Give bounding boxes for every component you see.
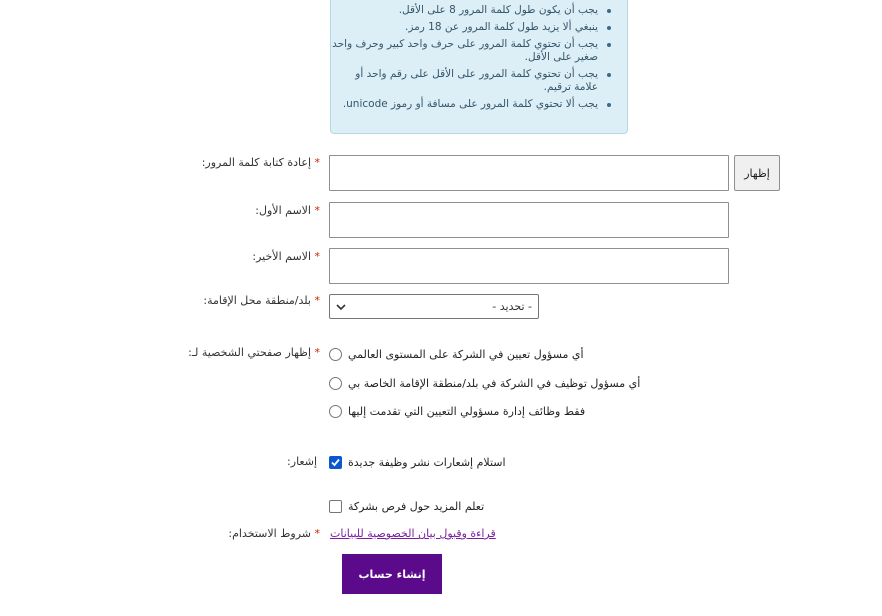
profile-visibility-label: * إظهار صفحتي الشخصية لـ: [188, 346, 320, 359]
notification-checkbox[interactable] [329, 456, 342, 469]
required-mark: * [314, 527, 320, 540]
visibility-option-country[interactable]: أي مسؤول توظيف في الشركة في بلد/منطقة الإقامة الخاصة بي [329, 377, 640, 390]
radio-button[interactable] [329, 348, 342, 361]
password-rules-list [331, 0, 627, 111]
country-select[interactable] [329, 294, 539, 319]
confirm-password-input[interactable] [329, 155, 729, 191]
required-mark: * [314, 346, 320, 359]
first-name-label: * الاسم الأول: [255, 204, 320, 217]
required-mark: * [314, 156, 320, 169]
password-rule: ينبغي ألا يزيد طول كلمة المرور عن 18 رمز. [331, 21, 613, 34]
notification-label: إشعار: [287, 455, 317, 468]
checkmark-icon [330, 457, 341, 468]
last-name-label: * الاسم الأخير: [252, 250, 320, 263]
required-mark: * [314, 204, 320, 217]
password-rule: يجب أن تحتوي كلمة المرور على حرف واحد كبير وحرف واحد صغير على الأقل. [331, 38, 613, 64]
password-rules-box [330, 0, 628, 134]
terms-label: * شروط الاستخدام: [228, 527, 320, 540]
show-password-button[interactable]: إظهار [734, 155, 780, 191]
password-rule: يجب أن يكون طول كلمة المرور 8 على الأقل. [331, 4, 613, 17]
privacy-statement-link[interactable]: قراءة وقبول بيان الخصوصية للبيانات [330, 527, 496, 540]
radio-button[interactable] [329, 405, 342, 418]
last-name-input[interactable] [329, 248, 729, 284]
country-label: * بلد/منطقة محل الإقامة: [203, 294, 320, 307]
chevron-down-icon [336, 302, 346, 312]
password-rule: يجب أن تحتوي كلمة المرور على الأقل على رقم واحد أو علامة ترقيم. [331, 68, 613, 94]
radio-button[interactable] [329, 377, 342, 390]
password-rule: يجب ألا تحتوي كلمة المرور على مسافة أو رموز unicode. [331, 98, 613, 111]
visibility-option-global[interactable]: أي مسؤول تعيين في الشركة على المستوى العالمي [329, 348, 584, 361]
first-name-input[interactable] [329, 202, 729, 238]
learn-more-option[interactable]: تعلم المزيد حول فرص بشركة [329, 500, 484, 513]
visibility-option-applied[interactable]: فقط وظائف إدارة مسؤولي التعيين التي تقدمت إليها [329, 405, 585, 418]
notification-option[interactable]: استلام إشعارات نشر وظيفة جديدة [329, 456, 506, 469]
create-account-button[interactable]: إنشاء حساب [342, 554, 442, 594]
required-mark: * [314, 294, 320, 307]
learn-more-checkbox[interactable] [329, 500, 342, 513]
country-select-value: - تحديد - [492, 300, 532, 313]
confirm-password-label: * إعادة كتابة كلمة المرور: [201, 156, 320, 169]
required-mark: * [314, 250, 320, 263]
